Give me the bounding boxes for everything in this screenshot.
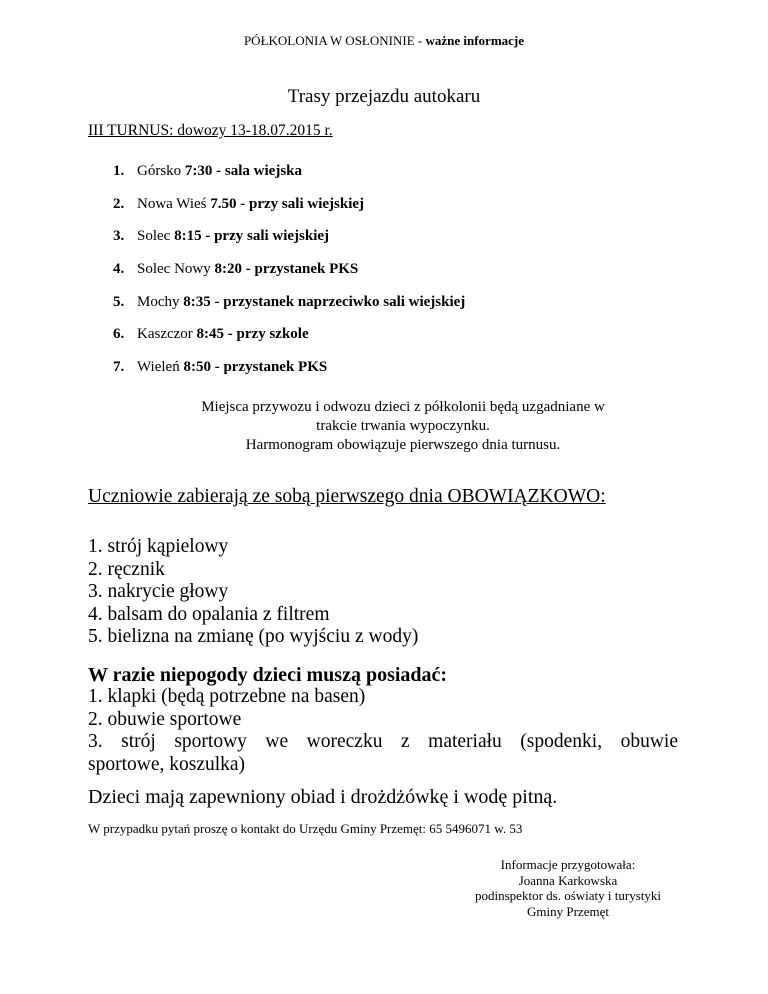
pickup-note [0, 398, 768, 455]
route-item: 4. Solec Nowy 8:20 - przystanek PKS [113, 261, 359, 278]
list-item: 5. bielizna na zmianę (po wyjściu z wody) [88, 626, 419, 647]
bad-weather-heading: W razie niepogody dzieci muszą posiadać: [88, 664, 448, 686]
header-text: PÓŁKOLONIA W OSŁONINIE - [243, 33, 426, 48]
mandatory-items-list [88, 536, 418, 649]
contact-info: W przypadku pytań proszę o kontakt do Urzędu Gminy Przemęt: 65 5496071 w. 53 [88, 821, 523, 836]
signature-line: Informacje przygotowała: [500, 857, 636, 872]
list-item: 1. strój kąpielowy [88, 536, 229, 557]
note-line: trakcie trwania wypoczynku. [316, 418, 490, 434]
route-item: 2. Nowa Wieś 7.50 - przy sali wiejskiej [113, 195, 365, 212]
turnus-heading: III TURNUS: dowozy 13-18.07.2015 r. [88, 122, 333, 139]
list-item: 2. obuwie sportowe [88, 708, 242, 730]
signature-name: Joanna Karkowska [518, 872, 618, 888]
note-line: Miejsca przywozu i odwozu dzieci z półkolonii będą uzgadniane w [201, 399, 605, 415]
bad-weather-list [88, 686, 678, 776]
page-header [0, 33, 768, 49]
lunch-info: Dzieci mają zapewniony obiad i drożdżówkę i wodę pitną. [88, 786, 558, 808]
list-item: 2. ręcznik [88, 558, 165, 580]
mandatory-items-heading: Uczniowie zabierają ze sobą pierwszego dnia OBOWIĄZKOWO: [88, 486, 606, 507]
list-item-continuation: sportowe, koszulka) [88, 753, 246, 775]
route-item: 1. Górsko 7:30 - sala wiejska [113, 163, 302, 179]
page-title: Trasy przejazdu autokaru [287, 86, 481, 107]
note-line: Harmonogram obowiązuje pierwszego dnia turnusu. [245, 437, 561, 453]
route-item: 3. Solec 8:15 - przy sali wiejskiej [113, 228, 330, 245]
route-item: 7. Wieleń 8:50 - przystanek PKS [113, 359, 328, 376]
header-emphasis: ważne informacje [425, 33, 525, 48]
signature-line: podinspektor ds. oświaty i turystyki [475, 888, 661, 904]
route-item: 5. Mochy 8:35 - przystanek naprzeciwko sali wiejskiej [113, 293, 466, 310]
list-item: 3. strój sportowy we woreczku z materiału (spodenki, obuwie [88, 731, 678, 752]
signature-block [442, 857, 694, 920]
list-item: 3. nakrycie głowy [88, 581, 229, 602]
list-item: 1. klapki (będą potrzebne na basen) [88, 686, 366, 707]
route-item: 6. Kaszczor 8:45 - przy szkole [113, 326, 309, 343]
list-item: 4. balsam do opalania z filtrem [88, 603, 330, 625]
route-list [113, 162, 465, 391]
signature-line: Gminy Przemęt [527, 904, 609, 920]
